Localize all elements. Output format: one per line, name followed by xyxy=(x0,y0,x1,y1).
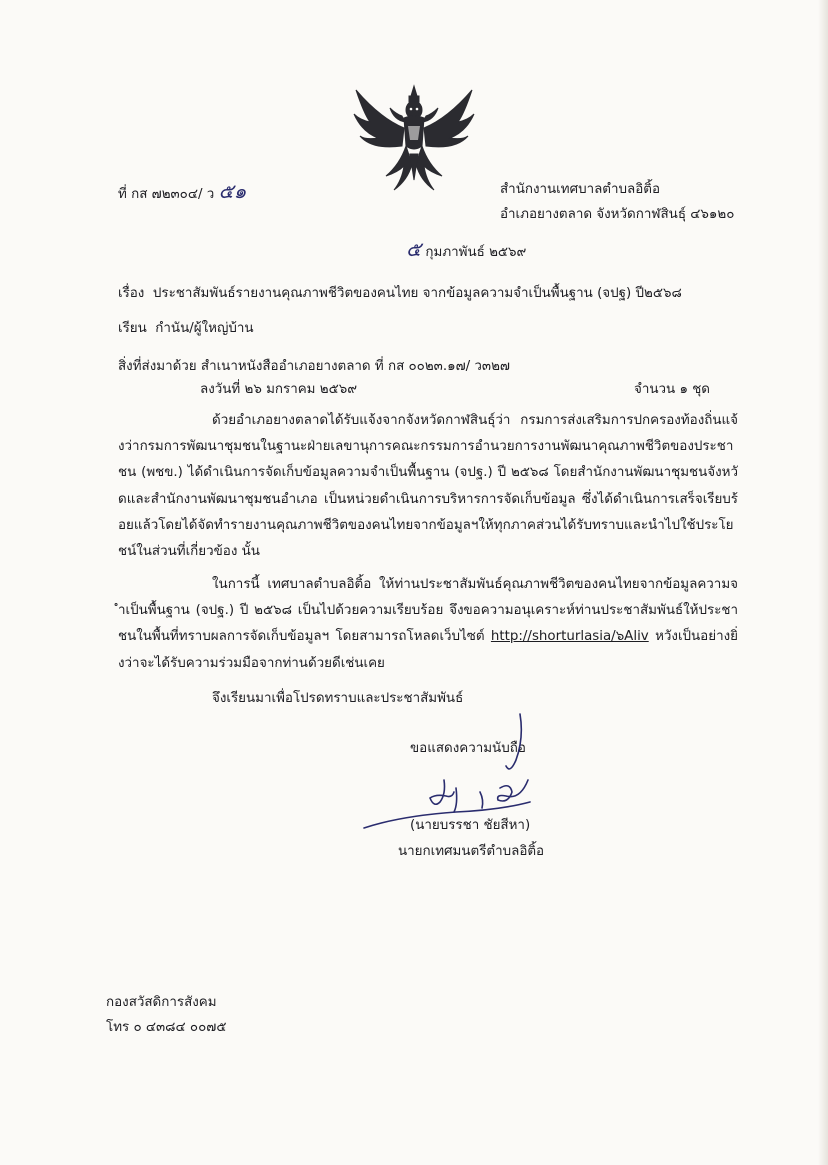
footer-phone: โทร ๐ ๔๓๘๔ ๐๐๗๕ xyxy=(106,1020,227,1035)
reference-number: ที่ กส ๗๒๓๐๔/ ว ๕๑ xyxy=(118,179,247,203)
subject-text: ประชาสัมพันธ์รายงานคุณภาพชีวิตของคนไทย จากข้อมูลความจำเป็นพื้นฐาน (จปฐ) ปี๒๕๖๘ xyxy=(152,286,682,301)
signer-name: (นายบรรชา ชัยสีหา) xyxy=(410,818,531,833)
letter-date: ๕ กุมภาพันธ์ ๒๕๖๙ xyxy=(406,237,527,261)
signer-title: นายกเทศมนตรีตำบลอิติ้อ xyxy=(398,844,545,859)
subject-line xyxy=(118,287,682,300)
garuda-emblem-icon xyxy=(350,84,478,196)
paper-edge-shadow xyxy=(818,0,828,1165)
closing-sentence: จึงเรียนมาเพื่อโปรดทราบและประชาสัมพันธ์ xyxy=(212,691,464,706)
recipient-label: เรียน xyxy=(118,321,147,336)
website-link[interactable]: http://shorturlasia/๖Aliv xyxy=(490,629,649,645)
reference-handwritten: ๕๑ xyxy=(218,179,247,203)
salutation: ขอแสดงความนับถือ xyxy=(410,741,526,756)
body-paragraph-1: ด้วยอำเภอยางตลาดได้รับแจ้งจากจังหวัดกาฬสินธุ์ว่า กรมการส่งเสริมการปกครองท้องถิ่นแจ้งว่ากรมการพัฒนาชุมชนในฐานะฝ่ายเลขานุการคณะกรรมการอำนวยการงานพัฒนาคุณภาพชีวิตของประชาชน (พชข.) ได้ดำเนินการจัดเก็บข้อมูลความจำเป็นพื้นฐาน (จปฐ.) ปี ๒๕๖๘ โดยสำนักงานพัฒนาชุมชนจังหวัดและสำนักงานพัฒนาชุมชนอำเภอ เป็นหน่วยดำเนินการบริหารการจัดเก็บข้อมูล ซึ่งได้ดำเนินการเสร็จเรียบร้อยแล้วโดยได้จัดทำรายงานคุณภาพชีวิตของคนไทยจากข้อมูลฯให้ทุกภาคส่วนได้รับทราบและนำไปใช้ประโยชน์ในส่วนที่เกี่ยวข้อง นั้น xyxy=(118,413,738,560)
date-day-handwritten: ๕ xyxy=(406,237,422,261)
attachment-count: จำนวน ๑ ชุด xyxy=(634,382,710,397)
body-paragraph-2: ในการนี้ เทศบาลตำบลอิติ้อ ให้ท่านประชาสัมพันธ์คุณภาพชีวิตของคนไทยจากข้อมูลความจำเป็นพื้นฐาน (จปฐ.) ปี ๒๕๖๘ เป็นไปด้วยความเรียบร้อย จึงขอความอนุเคราะห์ท่านประชาสัมพันธ์ให้ประชาชนในพื้นที่ทราบผลการจัดเก็บข้อมูลฯ โดยสามารถโหลดเว็บไซต์ http://shorturlasia/๖Aliv หวังเป็นอย่างยิ่งว่าจะได้รับความร่วมมือจากท่านด้วยดีเช่นเคย xyxy=(118,577,738,671)
sender-address: อำเภอยางตลาด จังหวัดกาฬสินธุ์ ๔๖๑๒๐ xyxy=(500,207,735,222)
sender-office: สำนักงานเทศบาลตำบลอิติ้อ xyxy=(500,182,660,197)
attachment-date: ลงวันที่ ๒๖ มกราคม ๒๕๖๙ xyxy=(200,382,358,397)
recipient-text: กำนัน/ผู้ใหญ่บ้าน xyxy=(155,321,254,336)
subject-label: เรื่อง xyxy=(118,286,145,301)
attachment-line: สิ่งที่ส่งมาด้วย สำเนาหนังสืออำเภอยางตลาด ที่ กส ๐๐๒๓.๑๗/ ว๓๒๗ xyxy=(118,359,510,374)
footer-department: กองสวัสดิการสังคม xyxy=(106,995,217,1010)
recipient-line xyxy=(118,322,254,335)
